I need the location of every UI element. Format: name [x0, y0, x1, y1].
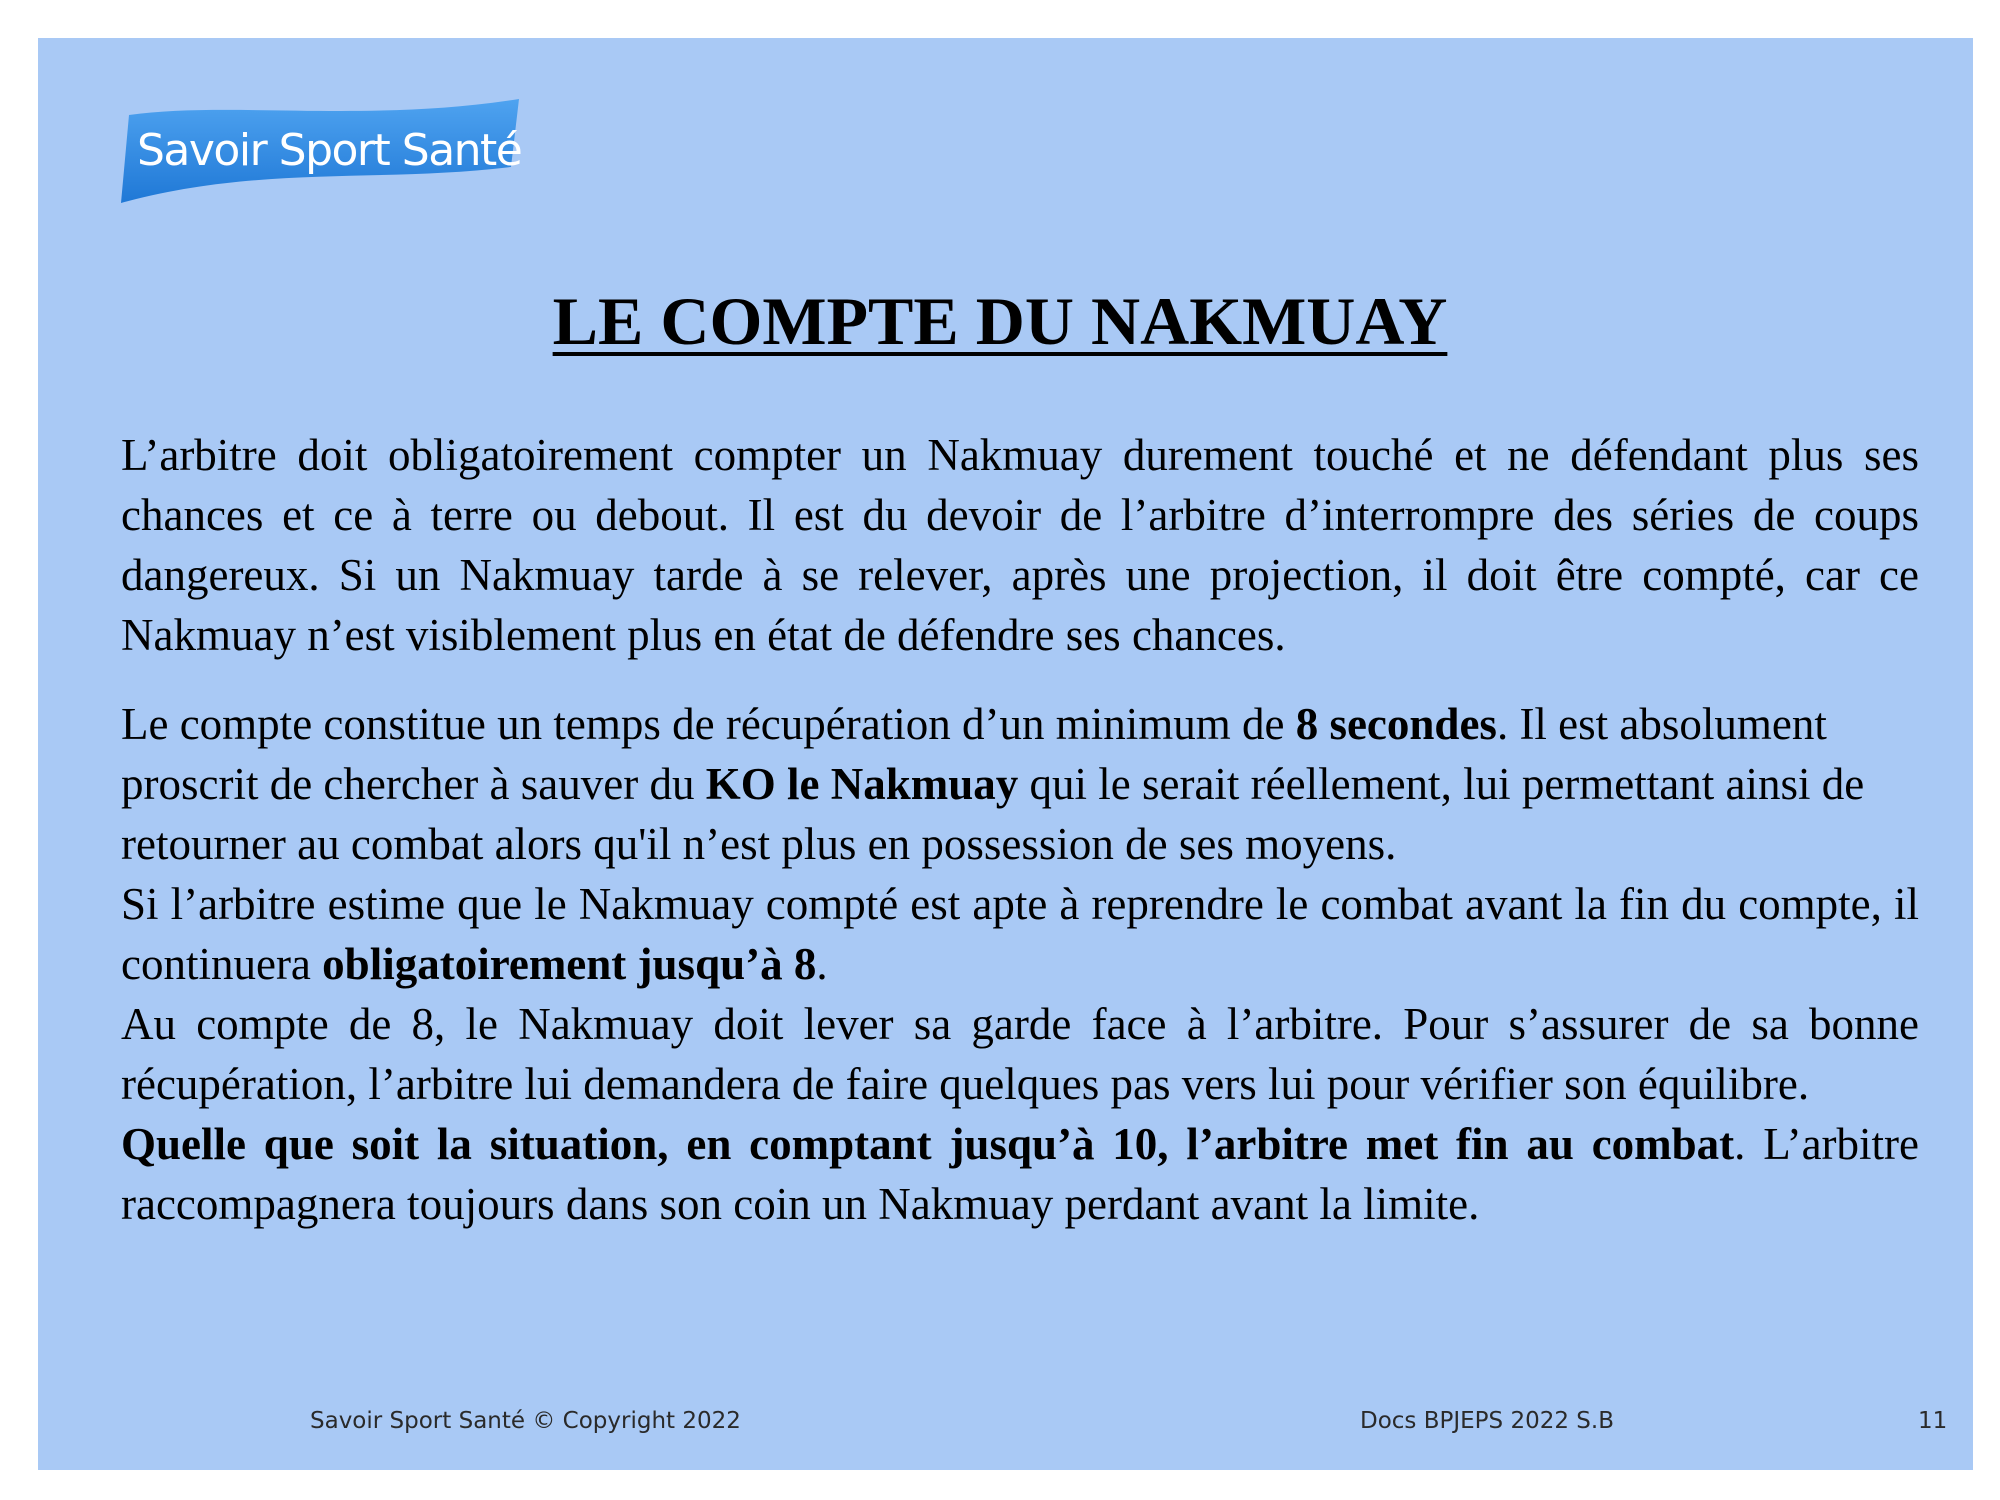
footer-doc-label: Docs BPJEPS 2022 S.B — [1360, 1408, 1614, 1434]
paragraph-1: L’arbitre doit obligatoirement compter un Nakmuay durement touché et ne défendant plus ses chances et ce à terre ou debout. Il est du devoir de l’arbitre d’interrompre des séries de coups dangereux. Si un Nakmuay tarde à se relever, après une projection, il doit être compté, car ce Nakmuay n’est visiblement plus en état de défendre ses chances. — [121, 430, 1919, 660]
paragraph-5-part-b: . L’arbitre raccompagnera toujours dans son coin un Nakmuay perdant avant la limite. — [121, 1119, 1919, 1229]
paragraph-2-part-c: . Il est absolument proscrit de chercher à sauver du — [121, 699, 1827, 809]
paragraph-2-part-a: Le compte constitue un temps de récupération d’un minimum de — [121, 699, 1296, 749]
paragraph-3-part-a: Si l’arbitre estime que le Nakmuay compté est apte à reprendre le combat avant la fin du compte, il continuera — [121, 879, 1919, 989]
page-title — [0, 282, 2000, 361]
paragraph-5-bold: Quelle que soit la situation, en comptant jusqu’à 10, l’arbitre met fin au combat — [121, 1119, 1735, 1169]
paragraph-2 — [121, 694, 1919, 874]
paragraph-2-part-e: qui le serait réellement, lui permettant ainsi de retourner au combat alors qu'il n’est plus en possession de ses moyens. — [121, 759, 1865, 869]
paragraph-3-bold: obligatoirement jusqu’à 8 — [322, 939, 817, 989]
paragraph-3-part-c: . — [816, 939, 828, 989]
paragraph-5 — [121, 1114, 1919, 1234]
footer-copyright: Savoir Sport Santé © Copyright 2022 — [310, 1408, 741, 1434]
page-title-text: LE COMPTE DU NAKMUAY — [552, 283, 1448, 359]
paragraph-2-bold-ko: KO le Nakmuay — [705, 759, 1019, 809]
paragraph-2-bold-seconds: 8 secondes — [1295, 699, 1497, 749]
page-number: 11 — [1918, 1408, 1948, 1434]
logo-text: Savoir Sport Santé — [137, 125, 522, 176]
paragraph-3 — [121, 874, 1919, 994]
savoir-sport-sante-logo — [119, 97, 526, 207]
paragraph-4: Au compte de 8, le Nakmuay doit lever sa garde face à l’arbitre. Pour s’assurer de sa bonne récupération, l’arbitre lui demandera de faire quelques pas vers lui pour vérifier son équilibre. — [121, 999, 1919, 1109]
body-text — [121, 425, 1919, 1234]
